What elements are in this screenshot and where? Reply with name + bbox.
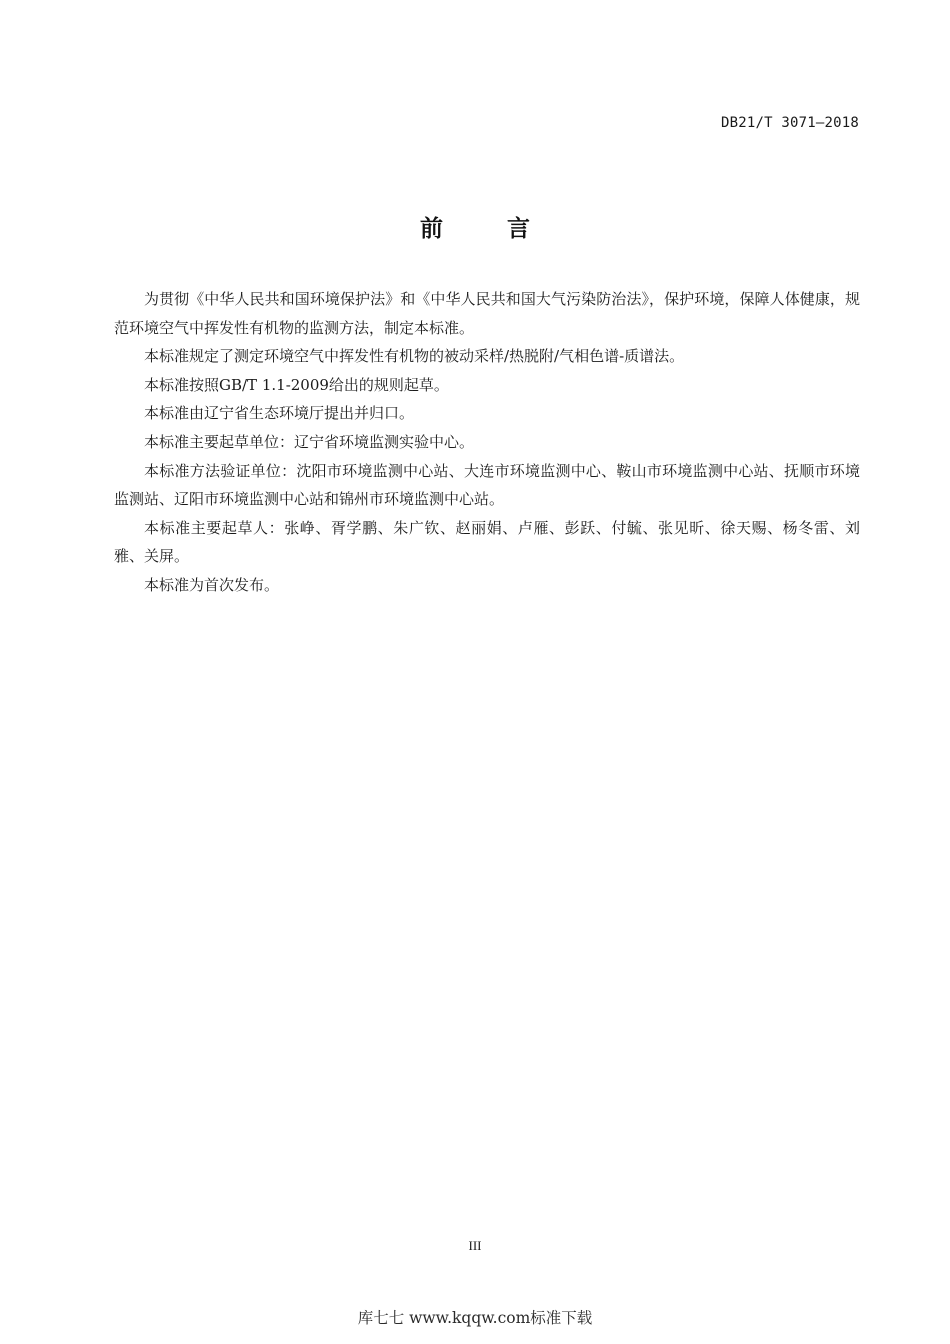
page-title: 前 言 bbox=[419, 216, 558, 242]
paragraph-purpose: 为贯彻《中华人民共和国环境保护法》和《中华人民共和国大气污染防治法》，保护环境，保障人体健康，规范环境空气中挥发性有机物的监测方法，制定本标准。 bbox=[114, 290, 860, 337]
foreword-body bbox=[114, 285, 860, 600]
paragraph-proposer: 本标准由辽宁省生态环境厅提出并归口。 bbox=[144, 404, 415, 423]
paragraph-drafting-rules: 本标准按照GB/T 1.1-2009给出的规则起草。 bbox=[144, 375, 449, 394]
standard-code: DB21/T 3071—2018 bbox=[720, 115, 859, 131]
watermark-text: 库七七 www.kqqw.com标准下载 bbox=[357, 1309, 593, 1327]
paragraph-verification-units: 本标准方法验证单位：沈阳市环境监测中心站、大连市环境监测中心、鞍山市环境监测中心站、抚顺市环境监测站、辽阳市环境监测中心站和锦州市环境监测中心站。 bbox=[114, 461, 860, 509]
paragraph-drafters: 本标准主要起草人：张峥、胥学鹏、朱广钦、赵丽娟、卢雁、彭跃、付毓、张见昕、徐天赐、杨冬雷、刘雅、关屏。 bbox=[114, 518, 860, 566]
paragraph-scope: 本标准规定了测定环境空气中挥发性有机物的被动采样/热脱附/气相色谱-质谱法。 bbox=[144, 347, 685, 366]
paragraph-drafting-unit: 本标准主要起草单位：辽宁省环境监测实验中心。 bbox=[144, 432, 475, 451]
paragraph-first-release: 本标准为首次发布。 bbox=[144, 575, 280, 594]
page-number: III bbox=[468, 1238, 482, 1253]
